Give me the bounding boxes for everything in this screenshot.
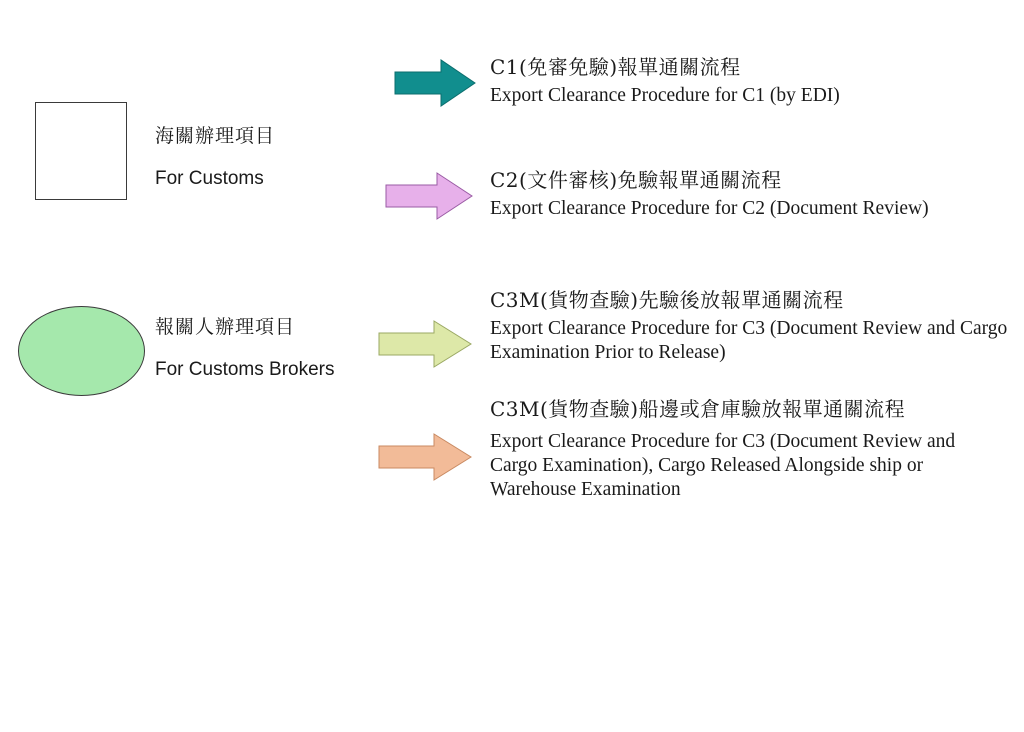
arrow-c2 [385, 172, 473, 220]
legend-label-customs-brokers [155, 314, 334, 383]
legend-label-customs [155, 123, 275, 192]
procedure-c3m-alongside-ship-en: Export Clearance Procedure for C3 (Document Review and Cargo Examination), Cargo Released Alongside ship or Warehouse Examination [490, 430, 956, 501]
arrow-c3m-prior-release [378, 320, 472, 368]
procedure-c3m-prior-release-zh: C3M(貨物查驗)先驗後放報單通關流程 [490, 288, 844, 312]
procedure-text-c2 [490, 168, 1024, 221]
legend-shape-customs-brokers [18, 306, 145, 396]
legend-label-customs-brokers-en: For Customs Brokers [155, 358, 335, 380]
procedure-text-c1 [490, 55, 1024, 108]
legend-label-customs-zh: 海關辦理項目 [155, 125, 276, 147]
legend-label-customs-en: For Customs [155, 167, 264, 189]
legend-label-customs-brokers-zh: 報關人辦理項目 [155, 316, 296, 338]
procedure-c3m-prior-release-en: Export Clearance Procedure for C3 (Document Review and Cargo Examination Prior to Release) [490, 317, 1008, 363]
procedure-c2-zh: C2(文件審核)免驗報單通關流程 [490, 168, 782, 192]
legend-shape-customs [35, 102, 127, 200]
procedure-text-c3m-alongside-ship [490, 398, 995, 503]
procedure-text-c3m-prior-release [490, 288, 1024, 365]
procedure-c2-en: Export Clearance Procedure for C2 (Document Review) [490, 197, 929, 219]
arrow-c1 [394, 59, 476, 107]
arrow-c3m-alongside-ship [378, 433, 472, 481]
procedure-c1-en: Export Clearance Procedure for C1 (by EDI) [490, 84, 840, 106]
procedure-c1-zh: C1(免審免驗)報單通關流程 [490, 55, 741, 79]
procedure-c3m-alongside-ship-zh: C3M(貨物查驗)船邊或倉庫驗放報單通關流程 [490, 397, 906, 421]
